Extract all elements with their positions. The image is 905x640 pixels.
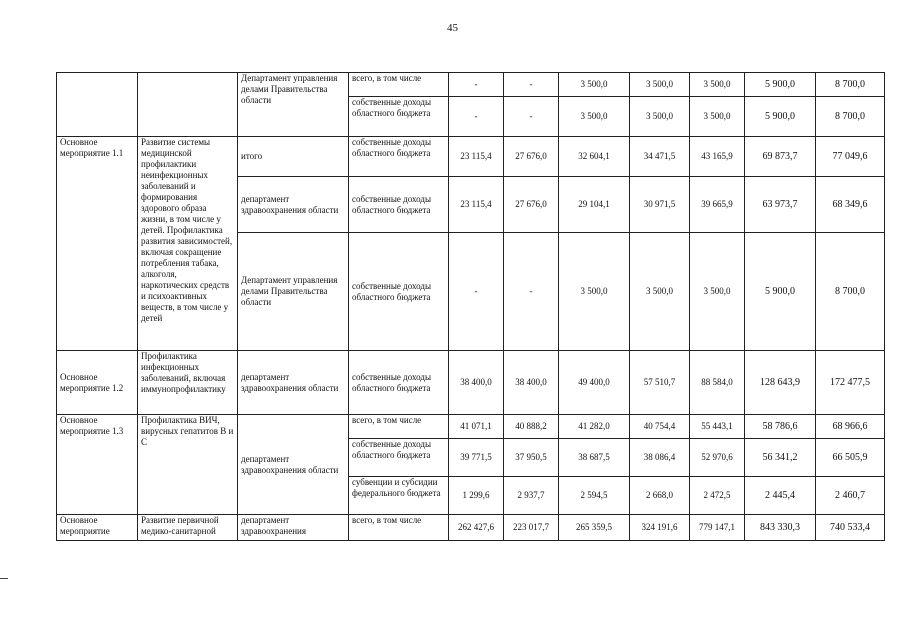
- value-cell: 843 330,3: [745, 515, 816, 541]
- value-cell: 172 477,5: [816, 351, 885, 415]
- executor-cell: Департамент управления делами Правительства области: [238, 233, 349, 351]
- value-cell: 3 500,0: [630, 233, 690, 351]
- activity-cell: [57, 73, 138, 137]
- value-cell: 3 500,0: [690, 233, 745, 351]
- value-cell: 40 754,4: [630, 415, 690, 439]
- table-row: [57, 351, 885, 415]
- executor-cell: департамент здравоохранения области: [238, 177, 349, 233]
- value-cell: 30 971,5: [630, 177, 690, 233]
- value-cell: 8 700,0: [816, 97, 885, 137]
- activity-cell: Основное мероприятие 1.1: [57, 137, 138, 351]
- table-row: [57, 415, 885, 439]
- description-cell: [138, 73, 238, 137]
- source-cell: собственные доходы областного бюджета: [349, 137, 449, 177]
- activity-cell: Основное мероприятие 1.3: [57, 415, 138, 515]
- value-cell: 3 500,0: [630, 97, 690, 137]
- value-cell: 2 460,7: [816, 477, 885, 515]
- value-cell: 3 500,0: [690, 73, 745, 97]
- value-cell: 265 359,5: [559, 515, 630, 541]
- value-cell: 32 604,1: [559, 137, 630, 177]
- value-cell: 3 500,0: [690, 97, 745, 137]
- value-cell: 262 427,6: [449, 515, 504, 541]
- source-cell: субвенции и субсидии федерального бюджета: [349, 477, 449, 515]
- value-cell: 29 104,1: [559, 177, 630, 233]
- value-cell: 69 873,7: [745, 137, 816, 177]
- value-cell: 55 443,1: [690, 415, 745, 439]
- value-cell: -: [504, 233, 559, 351]
- source-cell: всего, в том числе: [349, 73, 449, 97]
- value-cell: 37 950,5: [504, 439, 559, 477]
- value-cell: 34 471,5: [630, 137, 690, 177]
- value-cell: 128 643,9: [745, 351, 816, 415]
- executor-cell: департамент здравоохранения области: [238, 351, 349, 415]
- activity-cell: Основное мероприятие: [57, 515, 138, 541]
- table-row: [57, 137, 885, 177]
- value-cell: 5 900,0: [745, 97, 816, 137]
- value-cell: 5 900,0: [745, 73, 816, 97]
- executor-cell: итого: [238, 137, 349, 177]
- value-cell: 27 676,0: [504, 177, 559, 233]
- value-cell: 39 771,5: [449, 439, 504, 477]
- executor-cell: департамент здравоохранения области: [238, 415, 349, 515]
- value-cell: 49 400,0: [559, 351, 630, 415]
- value-cell: 58 786,6: [745, 415, 816, 439]
- source-cell: собственные доходы областного бюджета: [349, 177, 449, 233]
- value-cell: 38 400,0: [449, 351, 504, 415]
- source-cell: собственные доходы областного бюджета: [349, 439, 449, 477]
- source-cell: всего, в том числе: [349, 415, 449, 439]
- table-row: [57, 73, 885, 97]
- description-cell: Развитие первичной медико-санитарной: [138, 515, 238, 541]
- value-cell: 8 700,0: [816, 233, 885, 351]
- source-cell: всего, в том числе: [349, 515, 449, 541]
- description-cell: Развитие системы медицинской профилактики неинфекционных заболеваний и формирования здорового образа жизни, в том числе у детей. Профилактика развития зависимостей, включая сокращение потребления табака, алкоголя, наркотических средств и психоактивных веществ, в том числе у детей: [138, 137, 238, 351]
- value-cell: 40 888,2: [504, 415, 559, 439]
- value-cell: 38 400,0: [504, 351, 559, 415]
- source-cell: собственные доходы областного бюджета: [349, 233, 449, 351]
- value-cell: 1 299,6: [449, 477, 504, 515]
- value-cell: 63 973,7: [745, 177, 816, 233]
- value-cell: -: [449, 97, 504, 137]
- value-cell: 57 510,7: [630, 351, 690, 415]
- value-cell: 3 500,0: [559, 233, 630, 351]
- page-number: 45: [447, 22, 458, 34]
- executor-cell: Департамент управления делами Правительства области: [238, 73, 349, 137]
- value-cell: 2 937,7: [504, 477, 559, 515]
- value-cell: 56 341,2: [745, 439, 816, 477]
- activity-cell: Основное мероприятие 1.2: [57, 351, 138, 415]
- value-cell: 68 966,6: [816, 415, 885, 439]
- source-cell: собственные доходы областного бюджета: [349, 97, 449, 137]
- value-cell: 740 533,4: [816, 515, 885, 541]
- value-cell: 38 086,4: [630, 439, 690, 477]
- value-cell: 41 282,0: [559, 415, 630, 439]
- value-cell: 27 676,0: [504, 137, 559, 177]
- value-cell: 77 049,6: [816, 137, 885, 177]
- value-cell: 8 700,0: [816, 73, 885, 97]
- value-cell: 223 017,7: [504, 515, 559, 541]
- value-cell: -: [449, 73, 504, 97]
- value-cell: 39 665,9: [690, 177, 745, 233]
- executor-cell: департамент здравоохранения: [238, 515, 349, 541]
- value-cell: -: [449, 233, 504, 351]
- value-cell: 2 668,0: [630, 477, 690, 515]
- value-cell: 38 687,5: [559, 439, 630, 477]
- value-cell: 43 165,9: [690, 137, 745, 177]
- value-cell: 2 472,5: [690, 477, 745, 515]
- value-cell: 66 505,9: [816, 439, 885, 477]
- budget-table: [56, 72, 885, 541]
- value-cell: 41 071,1: [449, 415, 504, 439]
- description-cell: Профилактика ВИЧ, вирусных гепатитов В и С: [138, 415, 238, 515]
- value-cell: -: [504, 97, 559, 137]
- value-cell: 3 500,0: [630, 73, 690, 97]
- value-cell: 5 900,0: [745, 233, 816, 351]
- source-cell: собственные доходы областного бюджета: [349, 351, 449, 415]
- value-cell: 2 445,4: [745, 477, 816, 515]
- table-row: [57, 515, 885, 541]
- value-cell: 23 115,4: [449, 137, 504, 177]
- value-cell: 779 147,1: [690, 515, 745, 541]
- value-cell: 23 115,4: [449, 177, 504, 233]
- value-cell: -: [504, 73, 559, 97]
- description-cell: Профилактика инфекционных заболеваний, включая иммунопрофилактику: [138, 351, 238, 415]
- value-cell: 3 500,0: [559, 73, 630, 97]
- value-cell: 52 970,6: [690, 439, 745, 477]
- value-cell: 2 594,5: [559, 477, 630, 515]
- value-cell: 3 500,0: [559, 97, 630, 137]
- value-cell: 88 584,0: [690, 351, 745, 415]
- value-cell: 68 349,6: [816, 177, 885, 233]
- margin-mark: [0, 578, 8, 579]
- value-cell: 324 191,6: [630, 515, 690, 541]
